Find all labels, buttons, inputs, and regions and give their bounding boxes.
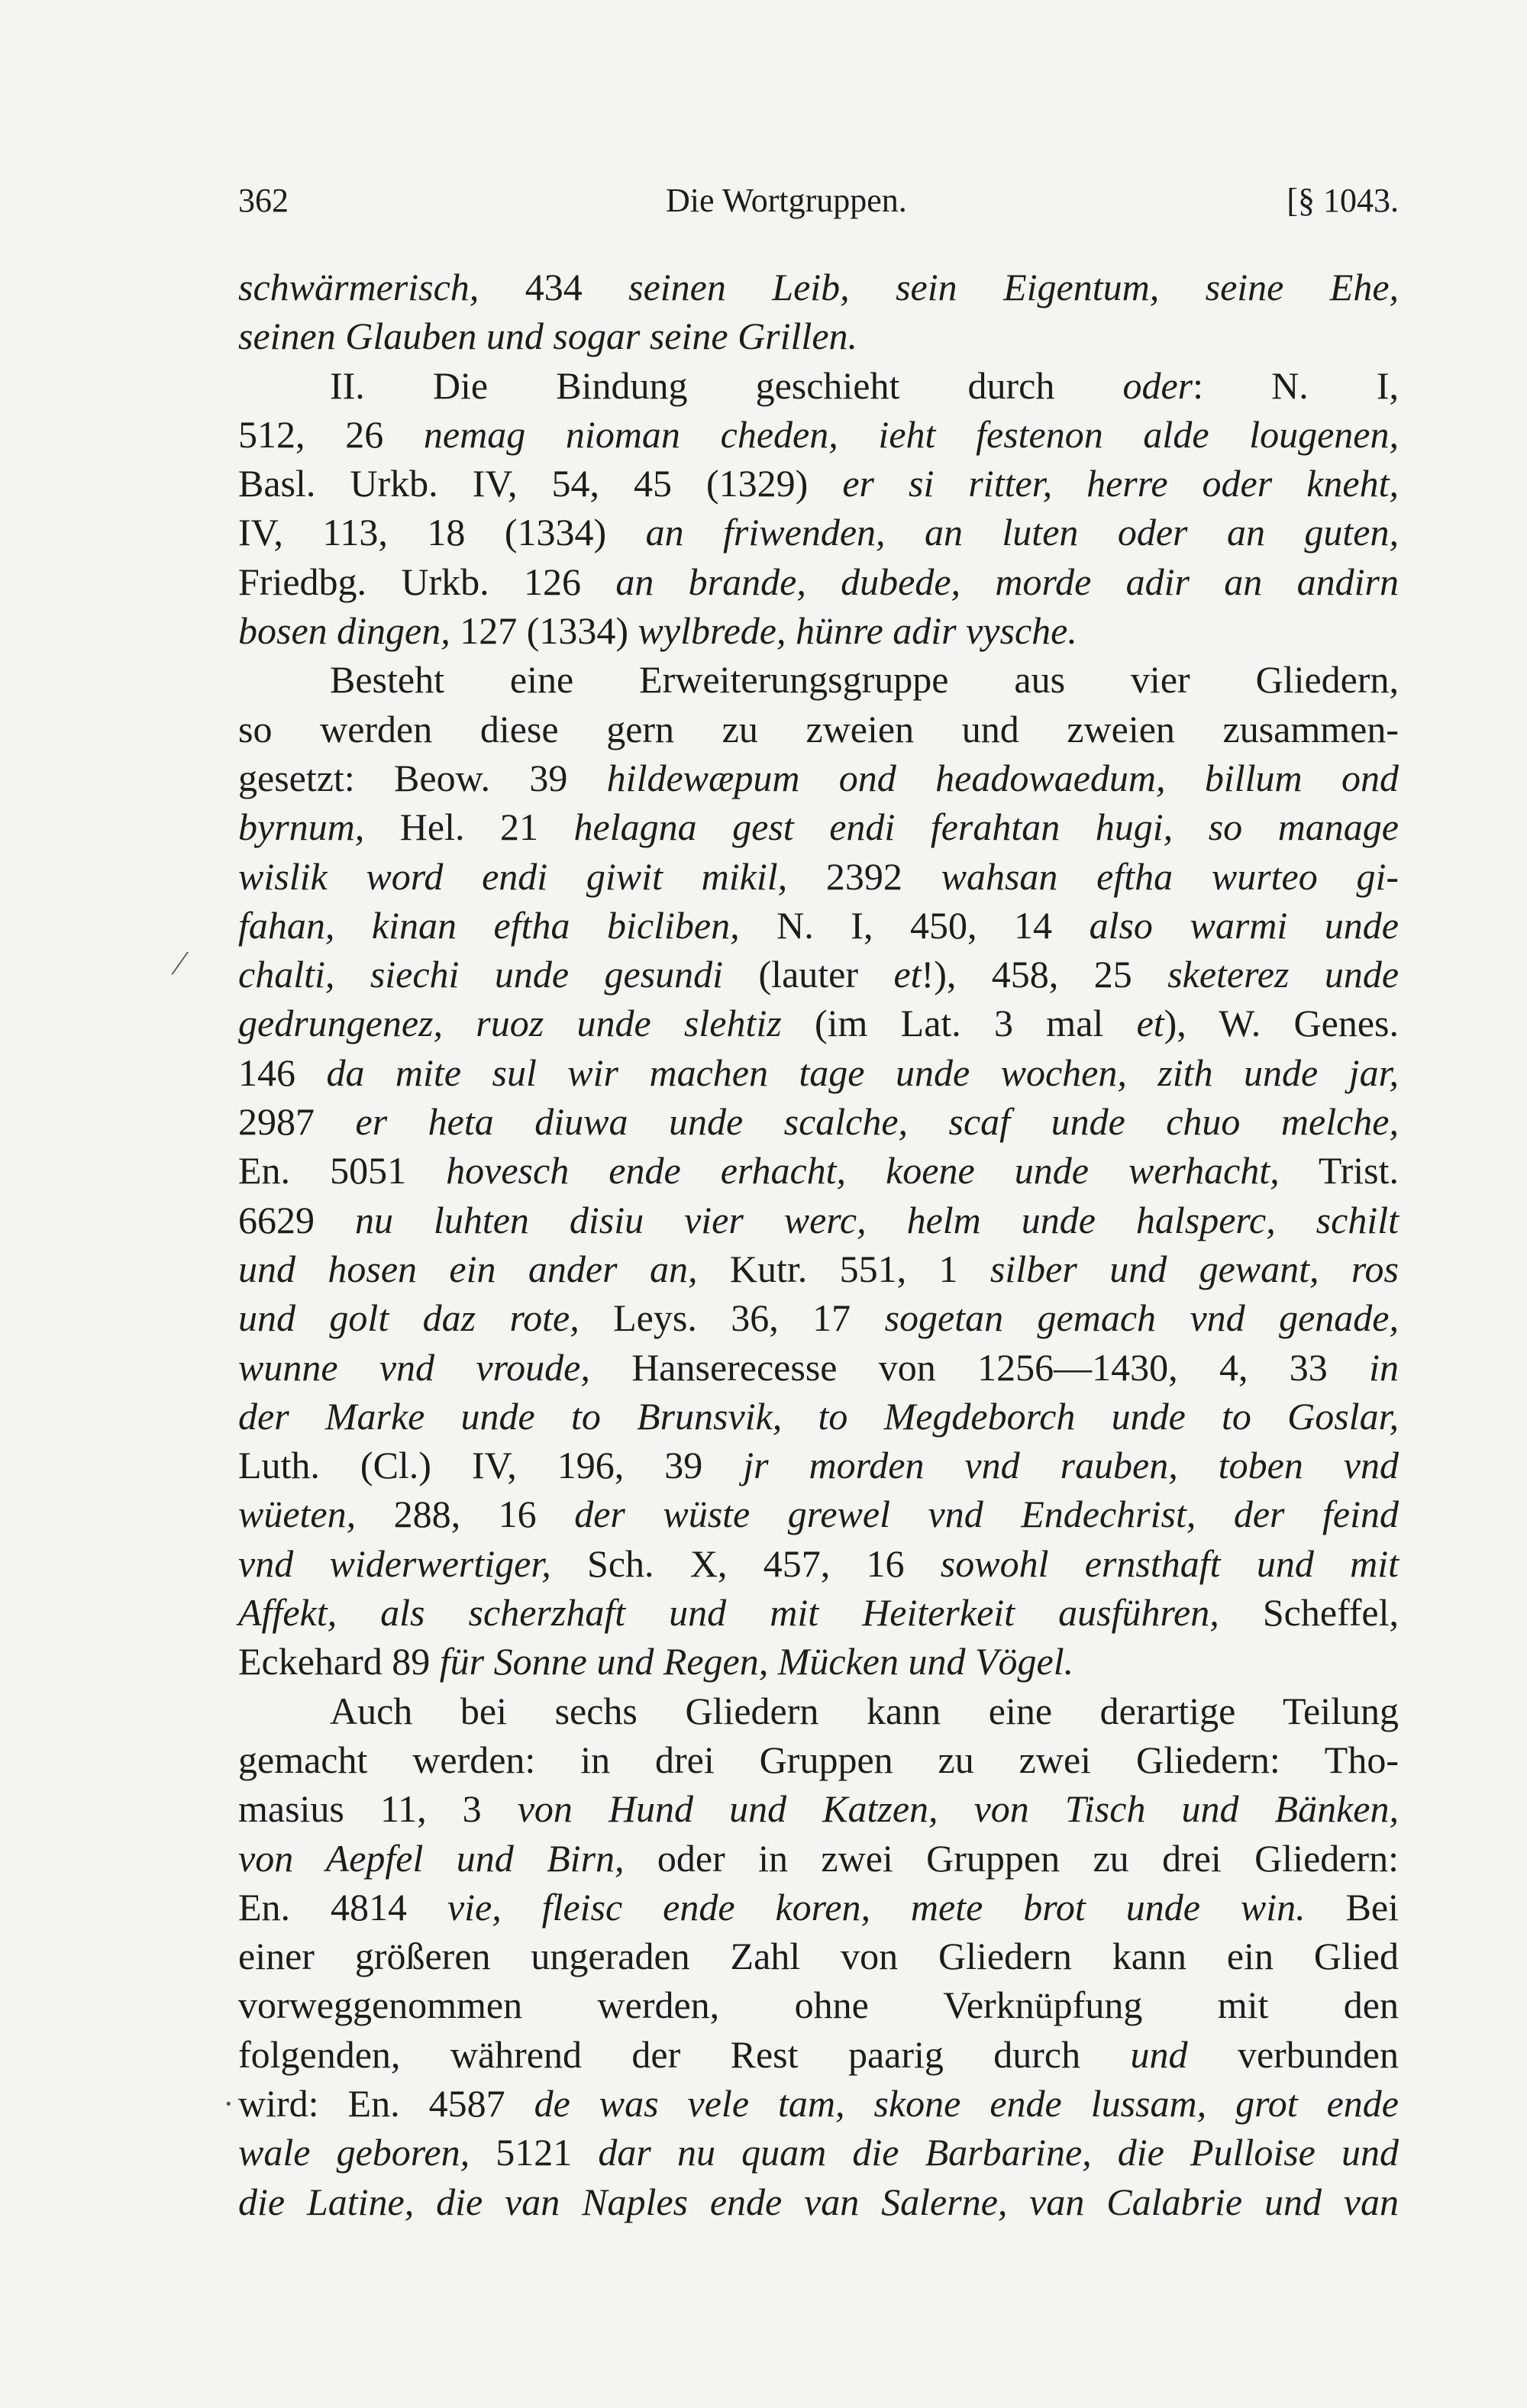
italic-segment: von Hund und Katzen, von Tisch und Bänken,	[517, 1787, 1399, 1831]
text-line	[238, 754, 1399, 802]
text-line	[238, 2079, 1399, 2128]
running-header	[238, 174, 1399, 228]
text-segment: 2392	[787, 854, 941, 898]
text-line	[238, 655, 1399, 704]
text-line	[238, 1097, 1399, 1146]
italic-segment: und hosen ein ander an,	[238, 1247, 698, 1290]
text-segment: N. I, 450, 14	[739, 903, 1090, 947]
text-line	[238, 1146, 1399, 1195]
text-segment: En. 5051	[238, 1149, 447, 1193]
text-line	[238, 1539, 1399, 1588]
text-segment: (im Lat. 3 mal	[781, 1002, 1137, 1045]
section-reference: [§ 1043.	[1286, 182, 1399, 219]
italic-segment: et	[893, 953, 922, 996]
text-line	[238, 1588, 1399, 1637]
text-segment: oder in zwei Gruppen zu drei Gliedern:	[624, 1836, 1399, 1880]
text-line	[238, 557, 1399, 606]
text-segment: Auch bei sechs Gliedern kann eine derartige Teilung	[330, 1689, 1399, 1732]
text-line	[238, 1637, 1399, 1686]
text-segment: 6629	[238, 1198, 355, 1241]
text-segment: gemacht werden: in drei Gruppen zu zwei Gliedern: Tho-	[238, 1738, 1399, 1781]
text-segment: En. 4814	[238, 1885, 447, 1929]
italic-segment: bosen dingen,	[238, 609, 450, 653]
italic-segment: also warmi unde	[1089, 903, 1399, 947]
text-segment: so werden diese gern zu zweien und zweien zusammen-	[238, 707, 1399, 750]
text-line	[238, 2128, 1399, 2177]
italic-segment: wislik word endi giwit mikil,	[238, 854, 788, 898]
italic-segment: und golt daz rote,	[238, 1296, 579, 1340]
italic-segment: helagna gest endi ferahtan hugi, so manage	[573, 805, 1399, 849]
text-segment: Trist.	[1279, 1149, 1399, 1193]
text-line	[238, 1343, 1399, 1392]
margin-mark: ·	[223, 2085, 234, 2122]
text-line	[238, 1441, 1399, 1490]
italic-segment: und	[1130, 2032, 1188, 2076]
italic-segment: die Latine, die van Naples ende van Salerne, van Calabrie und van	[238, 2180, 1399, 2223]
text-segment: Friedbg. Urkb. 126	[238, 560, 616, 603]
text-line	[238, 361, 1399, 410]
italic-segment: jr morden vnd rauben, toben vnd	[743, 1444, 1399, 1487]
text-line	[238, 2177, 1399, 2226]
text-segment: 288, 16	[356, 1493, 575, 1536]
text-segment: Scheffel,	[1219, 1591, 1399, 1635]
text-line	[238, 606, 1399, 655]
text-segment: ), W. Genes.	[1164, 1002, 1399, 1045]
italic-segment: der wüste grewel vnd Endechrist, der feind	[574, 1493, 1399, 1536]
text-line	[238, 1490, 1399, 1538]
running-title: Die Wortgruppen.	[666, 182, 907, 219]
text-segment: 434	[479, 266, 629, 308]
italic-segment: nemag nioman cheden, ieht festenon alde lougenen,	[423, 412, 1399, 456]
text-segment: 127 (1334)	[450, 609, 638, 653]
text-line	[238, 1196, 1399, 1244]
italic-segment: de was vele tam, skone ende lussam, grot ende	[534, 2081, 1399, 2125]
italic-segment: an friwenden, an luten oder an guten,	[645, 511, 1399, 554]
italic-segment: gedrungenez, ruoz unde slehtiz	[238, 1002, 782, 1045]
text-line	[238, 1392, 1399, 1441]
italic-segment: für Sonne und Regen, Mücken und Vögel.	[439, 1640, 1074, 1683]
text-segment: Luth. (Cl.) IV, 196, 39	[238, 1444, 744, 1487]
italic-segment: er si ritter, herre oder kneht,	[842, 462, 1399, 505]
italic-segment: an brande, dubede, morde adir an andirn	[615, 560, 1399, 603]
text-line	[238, 1687, 1399, 1735]
text-segment: wird: En. 4587	[238, 2081, 534, 2125]
italic-segment: wunne vnd vroude,	[238, 1345, 590, 1389]
italic-segment: seinen Glauben und sogar seine Grillen.	[238, 315, 858, 358]
italic-segment: et	[1136, 1002, 1164, 1045]
text-line	[238, 2030, 1399, 2079]
italic-segment: sowohl ernsthaft und mit	[940, 1541, 1399, 1585]
italic-segment: vnd widerwertiger,	[238, 1541, 551, 1585]
italic-segment: seinen Leib, sein Eigentum, seine Ehe,	[628, 266, 1399, 308]
italic-segment: dar nu quam die Barbarine, die Pulloise und	[598, 2131, 1399, 2174]
italic-segment: da mite sul wir machen tage unde wochen, zith unde jar,	[326, 1051, 1399, 1094]
italic-segment: chalti, siechi unde gesundi	[238, 953, 724, 996]
text-segment: : N. I,	[1193, 363, 1399, 407]
text-segment: II. Die Bindung geschieht durch	[330, 363, 1123, 407]
text-line	[238, 1048, 1399, 1097]
italic-segment: vie, fleisc ende koren, mete brot unde win.	[447, 1885, 1306, 1929]
italic-segment: oder	[1122, 363, 1193, 407]
text-segment: Basl. Urkb. IV, 54, 45 (1329)	[238, 462, 843, 505]
text-line	[238, 852, 1399, 901]
text-segment: 146	[238, 1051, 327, 1094]
text-segment: gesetzt: Beow. 39	[238, 756, 607, 799]
text-line	[238, 1244, 1399, 1293]
text-line	[238, 950, 1399, 999]
text-line	[238, 705, 1399, 754]
italic-segment: wale geboren,	[238, 2131, 470, 2174]
text-segment: 2987	[238, 1100, 356, 1144]
text-segment: Hanserecesse von 1256—1430, 4, 33	[589, 1345, 1370, 1389]
body-text	[238, 263, 1399, 2226]
italic-segment: von Aepfel und Birn,	[238, 1836, 625, 1880]
text-line	[238, 311, 1399, 360]
italic-segment: silber und gewant, ros	[989, 1247, 1399, 1290]
italic-segment: hovesch ende erhacht, koene unde werhacht,	[446, 1149, 1280, 1193]
text-segment: Bei	[1305, 1885, 1399, 1929]
text-segment: Sch. X, 457, 16	[550, 1541, 941, 1585]
text-segment: IV, 113, 18 (1334)	[238, 511, 646, 554]
italic-segment: wüeten,	[238, 1493, 357, 1536]
text-segment: folgenden, während der Rest paarig durch	[238, 2032, 1131, 2076]
text-segment: Eckehard 89	[238, 1640, 440, 1683]
text-segment: einer größeren ungeraden Zahl von Gliedern kann ein Glied	[238, 1935, 1399, 1978]
text-line	[238, 508, 1399, 557]
italic-segment: in	[1369, 1345, 1399, 1389]
italic-segment: byrnum,	[238, 805, 365, 849]
text-segment: Kutr. 551, 1	[697, 1247, 990, 1290]
italic-segment: wylbrede, hünre adir vysche.	[638, 609, 1077, 653]
text-line	[238, 1932, 1399, 1980]
text-segment: !), 458, 25	[921, 953, 1168, 996]
italic-segment: sogetan gemach vnd genade,	[884, 1296, 1399, 1340]
italic-segment: schwärmerisch,	[238, 266, 479, 308]
text-segment: 5121	[470, 2131, 599, 2174]
text-line	[238, 802, 1399, 851]
italic-segment: hildewæpum ond headowaedum, billum ond	[606, 756, 1399, 799]
text-line	[238, 459, 1399, 508]
italic-segment: er heta diuwa unde scalche, scaf unde chuo melche,	[355, 1100, 1399, 1144]
text-segment: (lauter	[723, 953, 894, 996]
italic-segment: wahsan eftha wurteo gi-	[941, 854, 1399, 898]
text-line	[238, 1784, 1399, 1833]
text-line	[238, 999, 1399, 1047]
italic-segment: Affekt, als scherzhaft und mit Heiterkeit ausführen,	[238, 1591, 1219, 1635]
text-segment: 512, 26	[238, 412, 424, 456]
text-line	[238, 1735, 1399, 1784]
text-line	[238, 410, 1399, 459]
italic-segment: fahan, kinan eftha bicliben,	[238, 903, 740, 947]
text-line	[238, 1980, 1399, 2029]
text-segment: Besteht eine Erweiterungsgruppe aus vier Gliedern,	[330, 658, 1399, 702]
text-line	[238, 263, 1399, 311]
text-line	[238, 901, 1399, 950]
italic-segment: nu luhten disiu vier werc, helm unde halsperc, schilt	[354, 1198, 1399, 1241]
text-line	[238, 1883, 1399, 1932]
text-segment: vorweggenommen werden, ohne Verknüpfung mit den	[238, 1984, 1399, 2027]
text-line	[238, 1293, 1399, 1342]
text-segment: Hel. 21	[364, 805, 574, 849]
text-segment: Leys. 36, 17	[579, 1296, 885, 1340]
italic-segment: der Marke unde to Brunsvik, to Megdeborch unde to Goslar,	[238, 1394, 1399, 1438]
margin-mark: ⁄	[177, 944, 183, 982]
page-number: 362	[238, 182, 289, 219]
italic-segment: sketerez unde	[1167, 953, 1399, 996]
text-segment: masius 11, 3	[238, 1787, 518, 1831]
text-segment: verbunden	[1187, 2032, 1399, 2076]
text-line	[238, 1834, 1399, 1883]
